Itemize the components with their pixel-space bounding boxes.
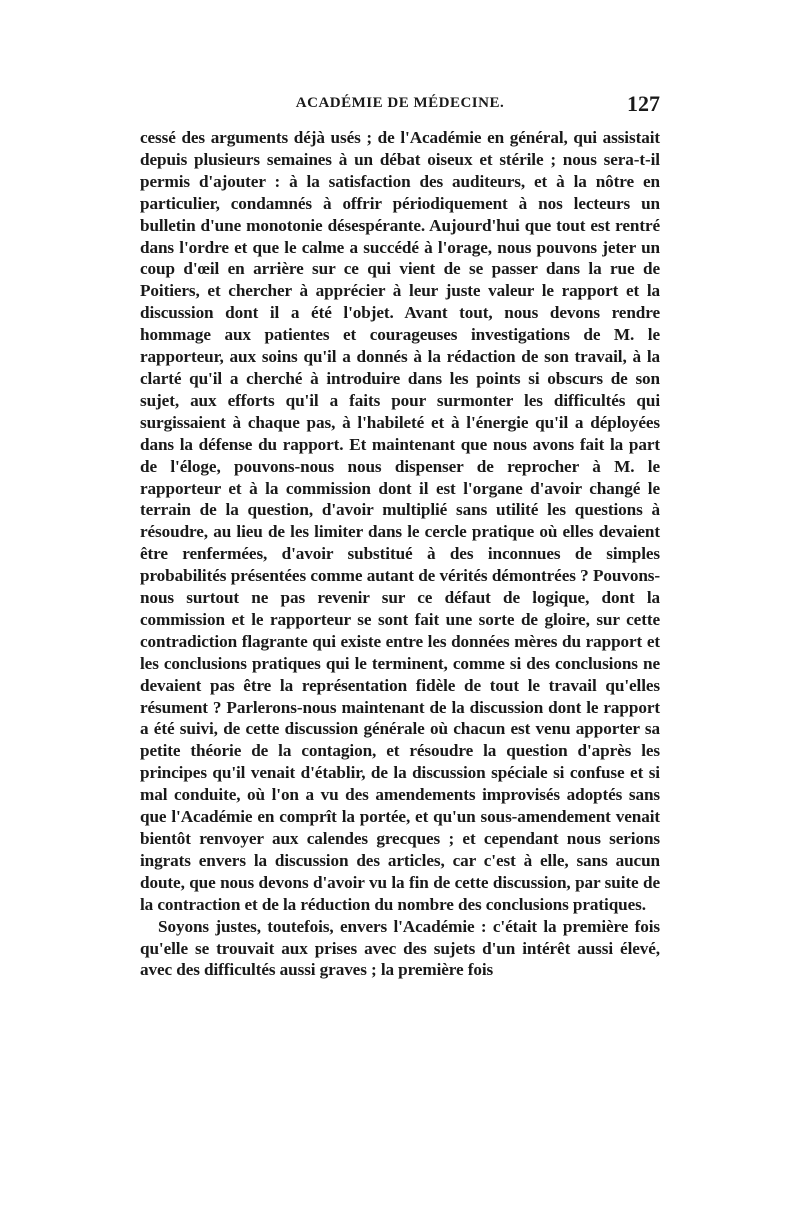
running-head [140, 91, 660, 123]
paragraph: cessé des arguments déjà usés ; de l'Académie en général, qui assistait depuis plusieurs semaines à un débat oiseux et stérile ; nous sera-t-il permis d'ajouter : à la satisfaction des auditeurs, et à la nôtre en particulier, condamnés à offrir périodiquement à nos lecteurs un bulletin d'une monotonie désespérante. Aujourd'hui que tout est rentré dans l'ordre et que le calme a succédé à l'orage, nous pouvons jeter un coup d'œil en arrière sur ce qui vient de se passer dans la rue de Poitiers, et chercher à apprécier à leur juste valeur le rapport et la discussion dont il a été l'objet. Avant tout, nous devons rendre hommage aux patientes et courageuses investigations de M. le rapporteur, aux soins qu'il a donnés à la rédaction de son travail, à la clarté qu'il a cherché à introduire dans les points si obscurs de son sujet, aux efforts qu'il a faits pour surmonter les difficultés qui surgissaient à chaque pas, à l'habileté et à l'énergie qu'il a déployées dans la défense du rapport. Et maintenant que nous avons fait la part de l'éloge, pouvons-nous nous dispenser de reprocher à M. le rapporteur et à la commission dont il est l'organe d'avoir changé le terrain de la question, d'avoir multiplié sans utilité les questions à résoudre, au lieu de les limiter dans le cercle pratique où elles devaient être renfermées, d'avoir substitué à des inconnues de simples probabilités présentées comme autant de vérités démontrées ? Pouvons-nous surtout ne pas revenir sur ce défaut de logique, dont la commission et le rapporteur se sont fait une sorte de gloire, sur cette contradiction flagrante qui existe entre les données mères du rapport et les conclusions pratiques qui le terminent, comme si des conclusions ne devaient pas être la représentation fidèle de tout le travail qu'elles résument ? Parlerons-nous maintenant de la discussion dont le rapport a été suivi, de cette discussion générale où chacun est venu apporter sa petite théorie de la contagion, et résoudre la question d'après les principes qu'il venait d'établir, de la discussion spéciale si confuse et si mal conduite, où l'on a vu des amendements improvisés adoptés sans que l'Académie en comprît la portée, et qu'un sous-amendement venait bientôt renvoyer aux calendes grecques ; et cependant nous serions ingrats envers la discussion des articles, car c'est à elle, sans aucun doute, que nous devons d'avoir vu la fin de cette discussion, par suite de la contraction et de la réduction du nombre des conclusions pratiques. [140, 128, 660, 914]
page-number: 127 [627, 91, 660, 116]
body-text [140, 127, 660, 981]
paragraph: Soyons justes, toutefois, envers l'Académie : c'était la première fois qu'elle se trouvait aux prises avec des sujets d'un intérêt aussi élevé, avec des difficultés aussi graves ; la première fois [140, 916, 660, 980]
running-title: ACADÉMIE DE MÉDECINE. [295, 95, 505, 111]
book-page [140, 91, 660, 981]
